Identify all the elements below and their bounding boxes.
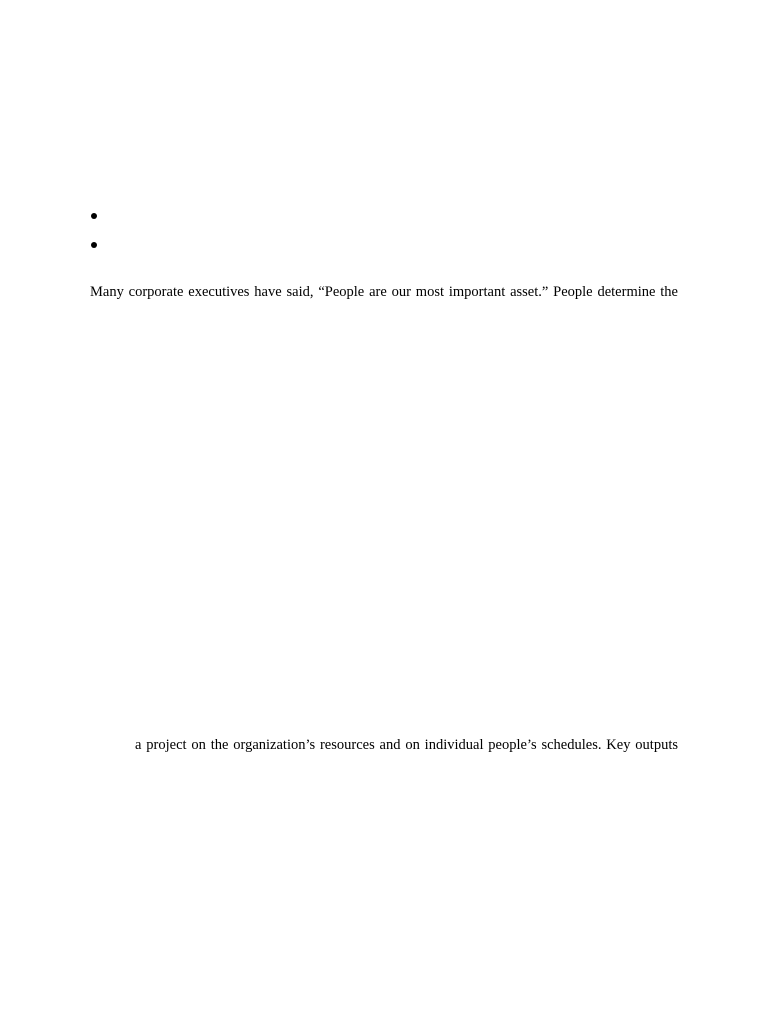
paragraph-line: Many corporate executives have said, “People are our most important asset.” People determine the bbox=[90, 284, 678, 300]
list-bullet bbox=[91, 213, 97, 219]
paragraph-line: a project on the organization’s resources and on individual people’s schedules. Key outputs bbox=[135, 737, 678, 753]
list-bullet bbox=[91, 242, 97, 248]
